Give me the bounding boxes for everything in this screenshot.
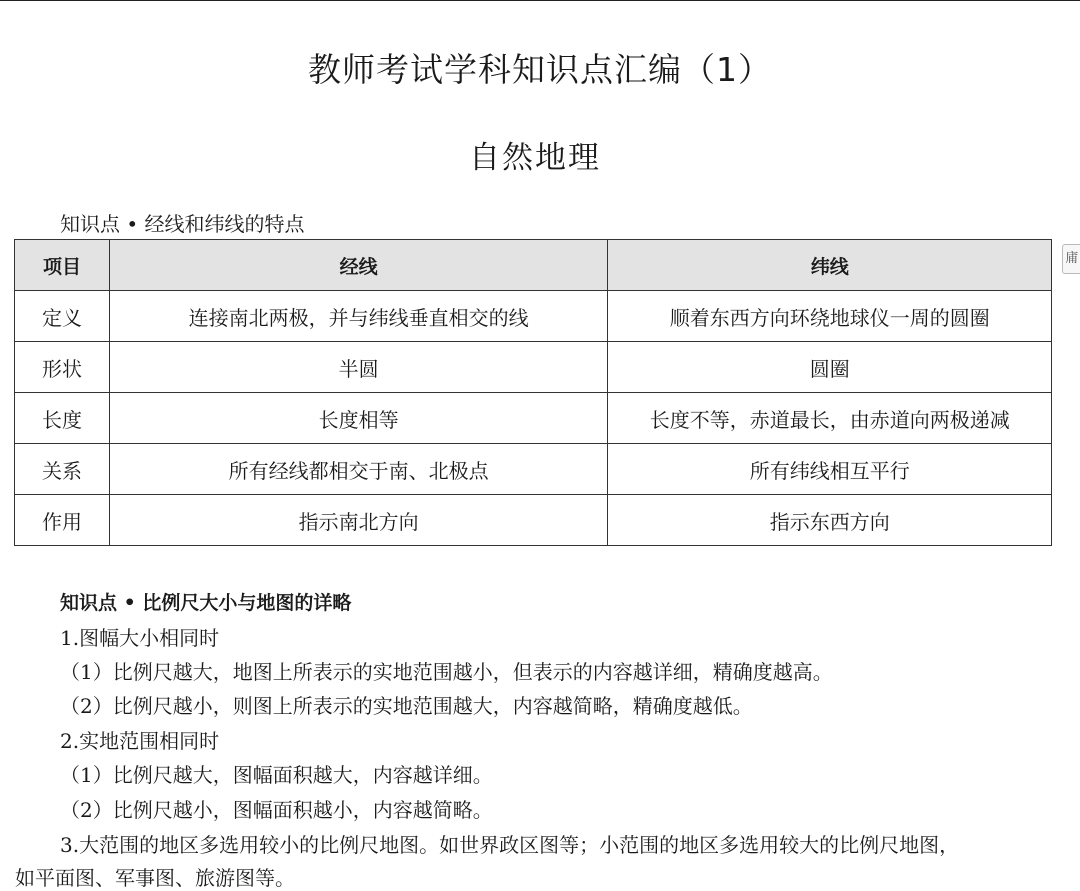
text-line: （1）比例尺越大，图幅面积越大，内容越详细。 — [60, 763, 493, 787]
table-cell: 长度不等，赤道最长，由赤道向两极递减 — [608, 393, 1052, 444]
table-header-cell: 项目 — [15, 240, 110, 291]
table-header-row — [15, 240, 1052, 291]
table-cell: 形状 — [15, 342, 110, 393]
text-line: 如平面图、军事图、旅游图等。 — [15, 866, 295, 890]
table-cell: 圆圈 — [608, 342, 1052, 393]
text-line: （2）比例尺越小，则图上所表示的实地范围越大，内容越简略，精确度越低。 — [60, 694, 753, 718]
text-line: 3.大范围的地区多选用较小的比例尺地图。如世界政区图等；小范围的地区多选用较大的比例尺地图， — [60, 833, 960, 857]
table-cell: 半圆 — [109, 342, 608, 393]
text-line: （2）比例尺越小，图幅面积越小，内容越简略。 — [60, 798, 493, 822]
document-title: 教师考试学科知识点汇编（1） — [308, 50, 772, 89]
table-cell: 作用 — [15, 495, 110, 546]
table-cell: 指示南北方向 — [109, 495, 608, 546]
page-top-border — [0, 0, 1080, 1]
table-header-cell: 经线 — [109, 240, 608, 291]
table-header-cell: 纬线 — [608, 240, 1052, 291]
section-heading-meridians: 知识点 • 经线和纬线的特点 — [60, 212, 305, 236]
table-cell: 指示东西方向 — [608, 495, 1052, 546]
table-cell: 顺着东西方向环绕地球仪一周的圆圈 — [608, 291, 1052, 342]
document-tool-icon[interactable]: 庯 — [1062, 244, 1080, 274]
text-line: 2.实地范围相同时 — [60, 729, 220, 753]
table-cell: 关系 — [15, 444, 110, 495]
table-row — [15, 495, 1052, 546]
meridian-parallel-table — [14, 239, 1052, 546]
section-heading-scale: 知识点 • 比例尺大小与地图的详略 — [60, 592, 352, 614]
table-cell: 长度相等 — [109, 393, 608, 444]
table-row — [15, 393, 1052, 444]
table-cell: 定义 — [15, 291, 110, 342]
table-cell: 所有经线都相交于南、北极点 — [109, 444, 608, 495]
table-row — [15, 342, 1052, 393]
text-line: 1.图幅大小相同时 — [60, 626, 220, 650]
document-subtitle: 自然地理 — [469, 140, 601, 176]
text-line: （1）比例尺越大，地图上所表示的实地范围越小，但表示的内容越详细，精确度越高。 — [60, 660, 833, 684]
table-cell: 所有纬线相互平行 — [608, 444, 1052, 495]
table-cell: 连接南北两极，并与纬线垂直相交的线 — [109, 291, 608, 342]
table-row — [15, 291, 1052, 342]
table-row — [15, 444, 1052, 495]
table-cell: 长度 — [15, 393, 110, 444]
